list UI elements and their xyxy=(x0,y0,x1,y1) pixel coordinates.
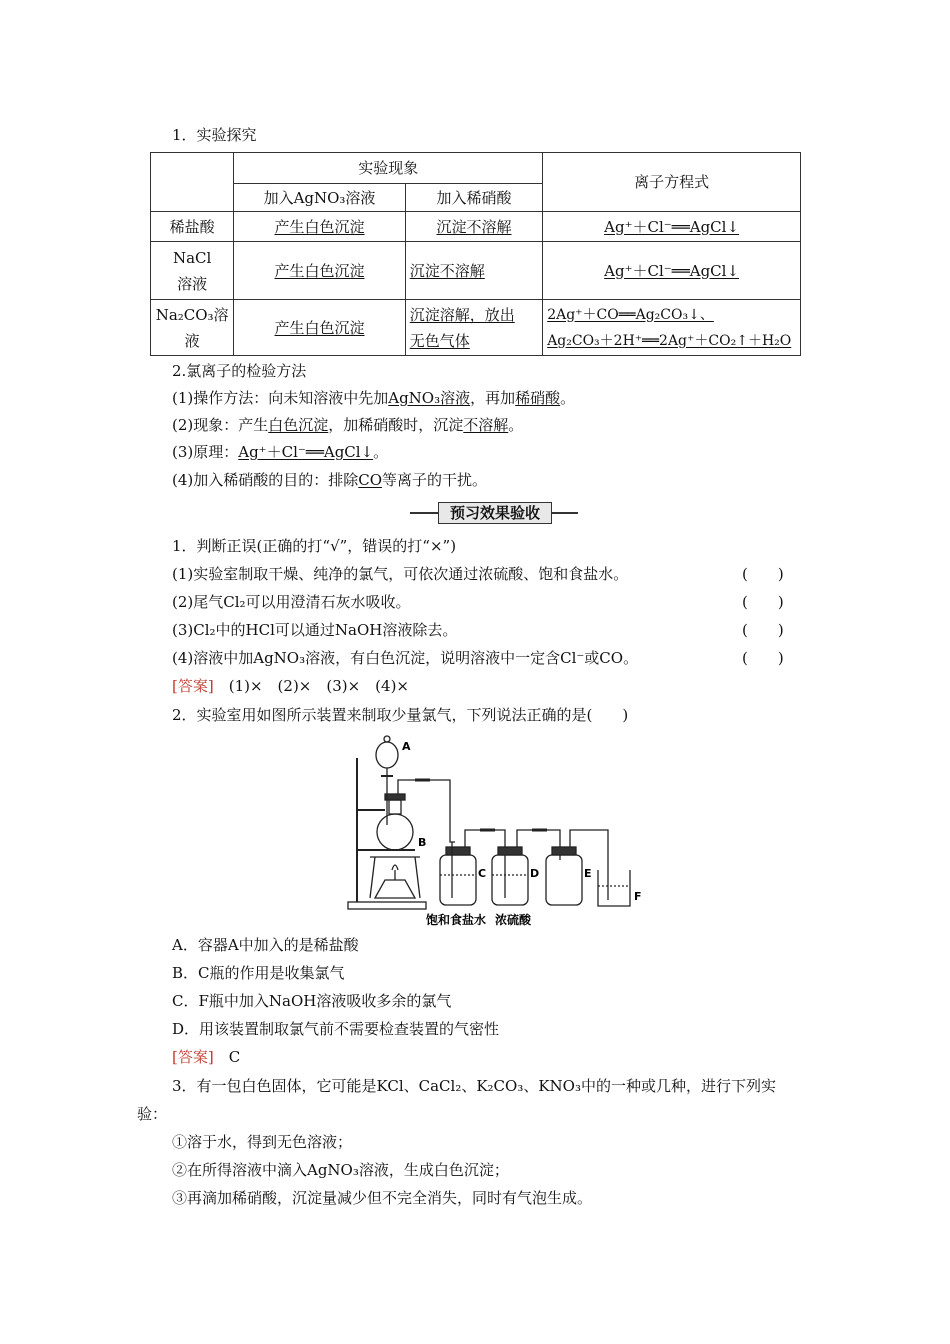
agno3-cell: 产生白色沉淀 xyxy=(274,217,365,236)
answer-blank: ( ) xyxy=(742,621,784,639)
label-e: E xyxy=(584,867,592,880)
table-row xyxy=(151,242,801,300)
option-c: C．F瓶中加入NaOH溶液吸收多余的氯气 xyxy=(172,992,452,1010)
hno3-cell: 沉淀溶解，放出 无色气体 xyxy=(405,300,542,356)
caption-saturated-brine: 饱和食盐水 xyxy=(426,913,487,927)
header-equation: 离子方程式 xyxy=(543,153,801,212)
section-banner xyxy=(410,502,578,524)
agno3-cell: 产生白色沉淀 xyxy=(274,261,365,280)
principle-line: (3)原理：Ag⁺＋Cl⁻══AgCl↓。 xyxy=(172,443,389,461)
label-a: A xyxy=(402,740,411,753)
header-agno3: 加入AgNO₃溶液 xyxy=(234,184,406,212)
answer-blank: ( ) xyxy=(742,593,784,611)
label-d: D xyxy=(530,867,540,880)
q1-item: (1)实验室制取干燥、纯净的氯气，可依次通过浓硫酸、饱和食盐水。 xyxy=(172,565,629,583)
label-b: B xyxy=(418,836,427,849)
option-b: B．C瓶的作用是收集氯气 xyxy=(172,964,345,982)
answer-blank: ( ) xyxy=(742,649,784,667)
reagent-cell: NaCl 溶液 xyxy=(151,242,234,300)
header-phenomenon: 实验现象 xyxy=(234,153,543,184)
q1-item: (4)溶液中加AgNO₃溶液，有白色沉淀，说明溶液中一定含Cl⁻或CO。 xyxy=(172,649,639,667)
purpose-line: (4)加入稀硝酸的目的：排除CO等离子的干扰。 xyxy=(172,471,488,489)
table-row xyxy=(151,300,801,356)
equation-cell: Ag⁺＋Cl⁻══AgCl↓ xyxy=(604,261,740,280)
hno3-cell: 沉淀不溶解 xyxy=(409,261,485,280)
label-f: F xyxy=(634,890,642,903)
method-line: (1)操作方法：向未知溶液中先加AgNO₃溶液，再加稀硝酸。 xyxy=(172,389,576,407)
q3-step: ①溶于水，得到无色溶液； xyxy=(172,1133,353,1151)
chlorine-apparatus-figure xyxy=(340,730,650,930)
option-a: A．容器A中加入的是稀盐酸 xyxy=(172,936,359,954)
phenomenon-line: (2)现象：产生白色沉淀，加稀硝酸时，沉淀不溶解。 xyxy=(172,416,524,434)
q1-item: (3)Cl₂中的HCl可以通过NaOH溶液除去。 xyxy=(172,621,458,639)
equation-cell: Ag⁺＋Cl⁻══AgCl↓ xyxy=(604,217,740,236)
label-c: C xyxy=(478,867,487,880)
q2-stem: 2．实验室用如图所示装置来制取少量氯气，下列说法正确的是( ) xyxy=(172,706,629,724)
q3-step: ②在所得溶液中滴入AgNO₃溶液，生成白色沉淀； xyxy=(172,1161,509,1179)
header-hno3: 加入稀硝酸 xyxy=(405,184,542,212)
q3-stem-cont: 验： xyxy=(137,1105,168,1123)
section-title: 1．实验探究 xyxy=(172,126,257,144)
reagent-cell: Na₂CO₃溶 液 xyxy=(151,300,234,356)
caption-conc-sulfuric: 浓硫酸 xyxy=(495,913,532,927)
q1-stem: 1．判断正误(正确的打“√”，错误的打“×”) xyxy=(172,537,457,555)
reagent-cell: 稀盐酸 xyxy=(151,212,234,242)
q3-stem: 3．有一包白色固体，它可能是KCl、CaCl₂、K₂CO₃、KNO₃中的一种或几种，进行下列实 xyxy=(172,1077,776,1095)
table-corner-cell xyxy=(151,153,234,212)
agno3-cell: 产生白色沉淀 xyxy=(274,318,365,337)
q1-answer: [答案] (1)× (2)× (3)× (4)× xyxy=(172,677,409,695)
q2-answer: [答案] C xyxy=(172,1048,241,1066)
banner-title: 预习效果验收 xyxy=(438,502,552,524)
subsection-title: 2.氯离子的检验方法 xyxy=(172,362,307,380)
answer-blank: ( ) xyxy=(742,565,784,583)
equation-cell: 2Ag⁺＋CO══Ag₂CO₃↓、 Ag₂CO₃＋2H⁺══2Ag⁺＋CO₂↑＋H₂O xyxy=(543,300,801,356)
table-row xyxy=(151,212,801,242)
experiment-table xyxy=(150,152,801,356)
hno3-cell: 沉淀不溶解 xyxy=(436,217,512,236)
q1-item: (2)尾气Cl₂可以用澄清石灰水吸收。 xyxy=(172,593,411,611)
option-d: D．用该装置制取氯气前不需要检查装置的气密性 xyxy=(172,1020,500,1038)
q3-step: ③再滴加稀硝酸，沉淀量减少但不完全消失，同时有气泡生成。 xyxy=(172,1189,593,1207)
